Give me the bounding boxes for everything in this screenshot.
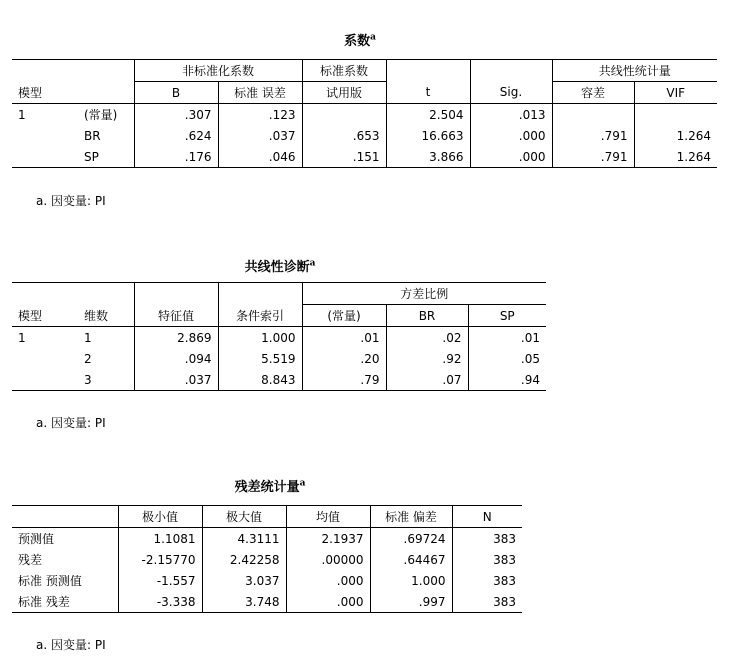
- resid-label: 残差: [18, 553, 43, 567]
- coef-model: 1: [18, 107, 26, 122]
- coef-header-unstandardized: 非标准化系数: [134, 60, 302, 82]
- collinearity-diagnostics-title-text: 共线性诊断: [244, 260, 310, 275]
- coefficients-title-text: 系数: [344, 34, 371, 49]
- table-row: [12, 327, 546, 349]
- diag-sp: .94: [468, 369, 546, 391]
- coef-t: 16.663: [386, 125, 470, 146]
- coef-header-sig: Sig.: [470, 82, 552, 104]
- diag-br: .02: [386, 327, 468, 349]
- coef-header-se: 标准 误差: [218, 82, 302, 104]
- table-row: [12, 125, 717, 146]
- collinearity-diagnostics-title-sup: a: [309, 258, 316, 269]
- diag-cond: 8.843: [218, 369, 302, 391]
- collinearity-diagnostics-table: [12, 282, 546, 391]
- table-row: [12, 104, 717, 126]
- diag-header-br: BR: [386, 305, 468, 327]
- coef-header-collinearity: 共线性统计量: [552, 60, 717, 82]
- resid-min: -1.557: [118, 570, 202, 591]
- coef-beta: .653: [302, 125, 386, 146]
- diag-const: .20: [302, 348, 386, 369]
- residual-statistics-title: [210, 476, 330, 495]
- coef-header-var: [78, 82, 134, 104]
- residual-statistics-title-text: 残差统计量: [234, 480, 300, 495]
- resid-max: 3.748: [202, 591, 286, 613]
- diag-header-blank: [78, 283, 134, 305]
- resid-header-blank: [12, 506, 118, 528]
- coef-header-model: 模型: [12, 82, 78, 104]
- coef-tol: [552, 104, 634, 126]
- resid-max: 3.037: [202, 570, 286, 591]
- resid-min: -2.15770: [118, 549, 202, 570]
- resid-label: 标准 残差: [12, 591, 118, 613]
- coef-model: [12, 125, 78, 146]
- table-row: [12, 146, 717, 168]
- coef-sig: .013: [470, 104, 552, 126]
- coef-beta: [302, 104, 386, 126]
- resid-min: 1.1081: [118, 528, 202, 550]
- diag-header-sp: SP: [468, 305, 546, 327]
- coef-header-blank: [470, 60, 552, 82]
- coef-beta: .151: [302, 146, 386, 168]
- coef-se: .046: [218, 146, 302, 168]
- coef-header-blank: [386, 60, 470, 82]
- resid-n: 383: [452, 528, 522, 550]
- coef-b: .624: [134, 125, 218, 146]
- resid-min: -3.338: [118, 591, 202, 613]
- coef-header-t: t: [386, 82, 470, 104]
- diag-sp: .05: [468, 348, 546, 369]
- resid-label: 预测值: [18, 532, 55, 546]
- diag-header-constant: (常量): [302, 305, 386, 327]
- diag-header-variance-proportion: 方差比例: [302, 283, 546, 305]
- resid-n: 383: [452, 591, 522, 613]
- resid-sd: .69724: [370, 528, 452, 550]
- table-row: [12, 570, 522, 591]
- coef-sig: .000: [470, 125, 552, 146]
- resid-mean: .000: [286, 570, 370, 591]
- diag-header-blank: [218, 283, 302, 305]
- resid-header-sd: 标准 偏差: [370, 506, 452, 528]
- diag-model: [12, 369, 78, 391]
- diag-header-blank: [134, 283, 218, 305]
- resid-header-mean: 均值: [286, 506, 370, 528]
- resid-mean: .00000: [286, 549, 370, 570]
- diag-cond: 5.519: [218, 348, 302, 369]
- diag-br: .07: [386, 369, 468, 391]
- diag-header-dimension: 维数: [78, 305, 134, 327]
- diag-eigen: 2.869: [134, 327, 218, 349]
- resid-label: 标准 预测值: [18, 574, 82, 588]
- coefficients-footnote: a. 因变量: PI: [36, 194, 106, 208]
- diag-header-condition-index: 条件索引: [218, 305, 302, 327]
- resid-sd: .997: [370, 591, 452, 613]
- diag-dim: 1: [78, 327, 134, 349]
- coef-header-vif: VIF: [634, 82, 717, 104]
- table-row: [12, 348, 546, 369]
- diag-eigen: .037: [134, 369, 218, 391]
- collinearity-diagnostics-title: [220, 256, 340, 275]
- coef-b: .176: [134, 146, 218, 168]
- collinearity-footnote: a. 因变量: PI: [36, 416, 106, 430]
- table-row: [12, 528, 522, 550]
- resid-sd: .64467: [370, 549, 452, 570]
- diag-eigen: .094: [134, 348, 218, 369]
- residual-footnote: a. 因变量: PI: [36, 638, 106, 652]
- resid-sd: 1.000: [370, 570, 452, 591]
- diag-const: .79: [302, 369, 386, 391]
- table-row: [12, 549, 522, 570]
- resid-max: 4.3111: [202, 528, 286, 550]
- table-row: [12, 369, 546, 391]
- resid-header-min: 极小值: [118, 506, 202, 528]
- coef-b: .307: [134, 104, 218, 126]
- coef-sig: .000: [470, 146, 552, 168]
- coef-vif: 1.264: [634, 125, 717, 146]
- coefficients-table: [12, 59, 717, 168]
- diag-model: 1: [18, 330, 26, 345]
- coef-t: 2.504: [386, 104, 470, 126]
- coef-tol: .791: [552, 146, 634, 168]
- coef-header-standardized: 标准系数: [302, 60, 386, 82]
- diag-model: [12, 348, 78, 369]
- resid-n: 383: [452, 570, 522, 591]
- coef-vif: 1.264: [634, 146, 717, 168]
- coefficients-title-sup: a: [370, 32, 376, 43]
- resid-header-max: 极大值: [202, 506, 286, 528]
- coef-header-blank: [78, 60, 134, 82]
- coef-tol: .791: [552, 125, 634, 146]
- residual-statistics-title-sup: a: [299, 478, 306, 489]
- coef-header-tolerance: 容差: [552, 82, 634, 104]
- coef-se: .037: [218, 125, 302, 146]
- coef-header-b: B: [134, 82, 218, 104]
- coef-t: 3.866: [386, 146, 470, 168]
- resid-n: 383: [452, 549, 522, 570]
- coef-model: [12, 146, 78, 168]
- diag-br: .92: [386, 348, 468, 369]
- diag-header-blank: [12, 283, 78, 305]
- resid-mean: 2.1937: [286, 528, 370, 550]
- coef-var: BR: [78, 125, 134, 146]
- resid-header-n: N: [452, 506, 522, 528]
- coefficients-title: [330, 30, 390, 49]
- diag-header-eigenvalue: 特征值: [134, 305, 218, 327]
- diag-dim: 3: [78, 369, 134, 391]
- diag-dim: 2: [78, 348, 134, 369]
- resid-max: 2.42258: [202, 549, 286, 570]
- coef-var: (常量): [78, 104, 134, 126]
- coef-header-beta: 试用版: [302, 82, 386, 104]
- table-row: [12, 591, 522, 613]
- coef-header-blank: [12, 60, 78, 82]
- coef-var: SP: [78, 146, 134, 168]
- diag-cond: 1.000: [218, 327, 302, 349]
- residual-statistics-table: [12, 505, 522, 613]
- diag-const: .01: [302, 327, 386, 349]
- coef-se: .123: [218, 104, 302, 126]
- diag-header-model: 模型: [12, 305, 78, 327]
- coef-vif: [634, 104, 717, 126]
- resid-mean: .000: [286, 591, 370, 613]
- diag-sp: .01: [468, 327, 546, 349]
